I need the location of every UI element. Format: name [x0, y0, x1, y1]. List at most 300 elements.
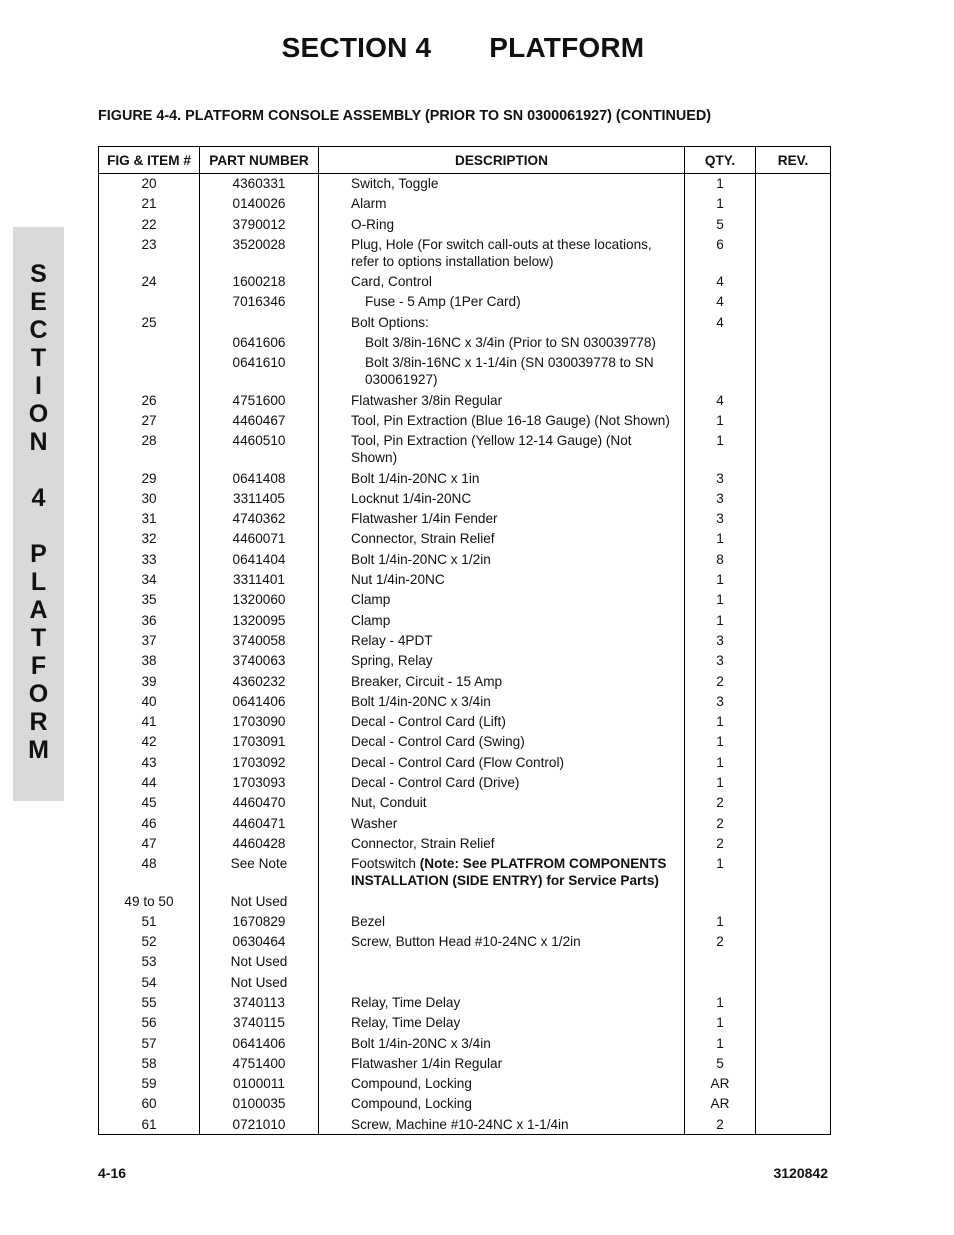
cell-description — [319, 1012, 685, 1032]
cell-revision — [756, 332, 831, 352]
cell-quantity — [685, 891, 756, 911]
cell-revision — [756, 410, 831, 430]
side-tab-letter: E — [30, 288, 47, 316]
table-row — [99, 312, 831, 332]
cell-description — [319, 650, 685, 670]
cell-part-number: 4751600 — [200, 390, 319, 410]
cell-item-number: 23 — [99, 234, 200, 271]
cell-quantity: 1 — [685, 853, 756, 890]
table-header-row — [99, 147, 831, 174]
table-row — [99, 671, 831, 691]
cell-description — [319, 772, 685, 792]
cell-item-number: 44 — [99, 772, 200, 792]
table-row — [99, 1093, 831, 1113]
cell-revision — [756, 589, 831, 609]
cell-description — [319, 731, 685, 751]
cell-description — [319, 390, 685, 410]
cell-description — [319, 468, 685, 488]
cell-quantity: 1 — [685, 193, 756, 213]
cell-part-number: 3311405 — [200, 488, 319, 508]
cell-item-number: 39 — [99, 671, 200, 691]
description-text: Bolt 3/8in-16NC x 1-1/4in (SN 030039778 to SN 030061927) — [365, 355, 654, 388]
cell-item-number: 26 — [99, 390, 200, 410]
description-text: Spring, Relay — [351, 653, 433, 669]
cell-part-number: 4360232 — [200, 671, 319, 691]
cell-revision — [756, 630, 831, 650]
cell-revision — [756, 390, 831, 410]
side-tab-letter: S — [30, 260, 47, 288]
cell-item-number: 21 — [99, 193, 200, 213]
cell-description — [319, 1053, 685, 1073]
cell-quantity: 3 — [685, 468, 756, 488]
cell-quantity: 1 — [685, 731, 756, 751]
cell-description — [319, 891, 685, 911]
table-row — [99, 691, 831, 711]
cell-description — [319, 1093, 685, 1113]
description-text: Clamp — [351, 592, 391, 608]
cell-item-number — [99, 291, 200, 311]
table-row — [99, 234, 831, 271]
description-text: Bolt 1/4in-20NC x 3/4in — [351, 693, 491, 709]
cell-quantity: AR — [685, 1073, 756, 1093]
table-row — [99, 813, 831, 833]
cell-description — [319, 291, 685, 311]
cell-description — [319, 992, 685, 1012]
cell-quantity: 6 — [685, 234, 756, 271]
cell-part-number: Not Used — [200, 951, 319, 971]
cell-quantity: 2 — [685, 813, 756, 833]
table-row — [99, 931, 831, 951]
cell-revision — [756, 1012, 831, 1032]
cell-revision — [756, 549, 831, 569]
table-row — [99, 731, 831, 751]
side-tab-letter: F — [30, 652, 47, 680]
cell-part-number: 3790012 — [200, 214, 319, 234]
table-row — [99, 792, 831, 812]
cell-description — [319, 589, 685, 609]
cell-revision — [756, 508, 831, 528]
description-text: Decal - Control Card (Lift) — [351, 714, 506, 730]
side-tab-letter: 4 — [31, 484, 46, 512]
cell-revision — [756, 271, 831, 291]
cell-item-number: 58 — [99, 1053, 200, 1073]
side-tab-letter: N — [29, 428, 48, 456]
table-row — [99, 549, 831, 569]
column-header-item: FIG & ITEM # — [99, 147, 200, 174]
cell-item-number: 51 — [99, 911, 200, 931]
cell-item-number: 60 — [99, 1093, 200, 1113]
cell-part-number: 0630464 — [200, 931, 319, 951]
cell-item-number: 24 — [99, 271, 200, 291]
cell-part-number: 1703092 — [200, 752, 319, 772]
cell-part-number: 1320095 — [200, 610, 319, 630]
cell-quantity: 1 — [685, 1012, 756, 1032]
side-tab-letter: O — [28, 400, 49, 428]
table-row — [99, 972, 831, 992]
column-header-qty: QTY. — [685, 147, 756, 174]
cell-item-number: 35 — [99, 589, 200, 609]
cell-quantity: 2 — [685, 931, 756, 951]
table-row — [99, 271, 831, 291]
cell-part-number: 1703093 — [200, 772, 319, 792]
page-number: 4-16 — [98, 1165, 127, 1181]
cell-part-number: 4460471 — [200, 813, 319, 833]
cell-item-number: 31 — [99, 508, 200, 528]
cell-quantity: 3 — [685, 508, 756, 528]
cell-item-number: 32 — [99, 528, 200, 548]
description-text: Flatwasher 1/4in Regular — [351, 1055, 503, 1071]
description-text: Tool, Pin Extraction (Yellow 12-14 Gauge) (Not Shown) — [351, 433, 632, 466]
table-row — [99, 174, 831, 194]
cell-item-number: 48 — [99, 853, 200, 890]
cell-description — [319, 1114, 685, 1135]
figure-title: FIGURE 4-4. PLATFORM CONSOLE ASSEMBLY (PRIOR TO SN 0300061927) (CONTINUED) — [98, 108, 712, 124]
description-text: Bezel — [351, 913, 386, 929]
description-text: Card, Control — [351, 274, 432, 290]
cell-revision — [756, 833, 831, 853]
side-tab-letter: L — [30, 568, 47, 596]
description-text: Bolt 1/4in-20NC x 3/4in — [351, 1035, 491, 1051]
cell-description — [319, 1073, 685, 1093]
cell-item-number: 28 — [99, 430, 200, 467]
cell-quantity: 5 — [685, 1053, 756, 1073]
cell-part-number: 1703090 — [200, 711, 319, 731]
description-text: Compound, Locking — [351, 1096, 472, 1112]
cell-description — [319, 332, 685, 352]
cell-revision — [756, 772, 831, 792]
cell-quantity: 1 — [685, 992, 756, 1012]
cell-quantity: 4 — [685, 390, 756, 410]
cell-item-number: 20 — [99, 174, 200, 194]
cell-revision — [756, 214, 831, 234]
cell-description — [319, 528, 685, 548]
cell-quantity: 1 — [685, 589, 756, 609]
cell-description — [319, 508, 685, 528]
cell-quantity: 4 — [685, 312, 756, 332]
cell-quantity: 1 — [685, 430, 756, 467]
cell-description — [319, 711, 685, 731]
cell-item-number: 56 — [99, 1012, 200, 1032]
table-row — [99, 193, 831, 213]
cell-description — [319, 630, 685, 650]
description-text: Flatwasher 3/8in Regular — [351, 392, 503, 408]
cell-quantity: 2 — [685, 833, 756, 853]
table-row — [99, 488, 831, 508]
table-row — [99, 610, 831, 630]
cell-part-number: 3740063 — [200, 650, 319, 670]
cell-revision — [756, 650, 831, 670]
cell-item-number: 33 — [99, 549, 200, 569]
cell-part-number: 4751400 — [200, 1053, 319, 1073]
cell-revision — [756, 291, 831, 311]
cell-quantity: 3 — [685, 488, 756, 508]
description-text: Screw, Machine #10-24NC x 1-1/4in — [351, 1116, 569, 1132]
table-row — [99, 911, 831, 931]
cell-quantity — [685, 352, 756, 389]
cell-revision — [756, 992, 831, 1012]
cell-description — [319, 174, 685, 194]
cell-quantity: 1 — [685, 410, 756, 430]
cell-item-number: 25 — [99, 312, 200, 332]
cell-description — [319, 951, 685, 971]
cell-quantity — [685, 951, 756, 971]
description-text: Bolt 1/4in-20NC x 1in — [351, 470, 480, 486]
cell-part-number — [200, 312, 319, 332]
cell-item-number: 45 — [99, 792, 200, 812]
cell-item-number: 57 — [99, 1033, 200, 1053]
cell-item-number: 34 — [99, 569, 200, 589]
table-row — [99, 752, 831, 772]
table-row — [99, 833, 831, 853]
parts-table-body — [99, 174, 831, 1135]
cell-description — [319, 488, 685, 508]
cell-item-number: 40 — [99, 691, 200, 711]
cell-item-number: 42 — [99, 731, 200, 751]
cell-description — [319, 430, 685, 467]
section-number: SECTION 4 — [281, 32, 432, 63]
column-header-description: DESCRIPTION — [319, 147, 685, 174]
cell-item-number: 46 — [99, 813, 200, 833]
section-side-tab — [13, 227, 64, 801]
description-text: Decal - Control Card (Drive) — [351, 775, 520, 791]
cell-part-number: 1670829 — [200, 911, 319, 931]
description-text: Connector, Strain Relief — [351, 835, 495, 851]
table-row — [99, 1053, 831, 1073]
table-row — [99, 711, 831, 731]
description-text: Relay, Time Delay — [351, 1015, 461, 1031]
cell-item-number: 30 — [99, 488, 200, 508]
cell-part-number: 4460470 — [200, 792, 319, 812]
cell-description — [319, 752, 685, 772]
cell-part-number: Not Used — [200, 972, 319, 992]
cell-item-number: 61 — [99, 1114, 200, 1135]
table-row — [99, 1033, 831, 1053]
table-row — [99, 772, 831, 792]
table-row — [99, 891, 831, 911]
cell-item-number: 36 — [99, 610, 200, 630]
cell-item-number: 59 — [99, 1073, 200, 1093]
cell-quantity: 2 — [685, 792, 756, 812]
cell-description — [319, 569, 685, 589]
table-row — [99, 951, 831, 971]
cell-revision — [756, 711, 831, 731]
cell-quantity: 1 — [685, 528, 756, 548]
cell-quantity: 2 — [685, 1114, 756, 1135]
cell-revision — [756, 610, 831, 630]
description-text: Decal - Control Card (Swing) — [351, 734, 525, 750]
cell-revision — [756, 352, 831, 389]
cell-description — [319, 853, 685, 890]
description-note: (Note: See PLATFROM COMPONENTS INSTALLATION (SIDE ENTRY) for Service Parts) — [351, 856, 667, 889]
table-row — [99, 214, 831, 234]
cell-quantity: 1 — [685, 911, 756, 931]
side-tab-letter: C — [29, 316, 48, 344]
description-text: Flatwasher 1/4in Fender — [351, 511, 498, 527]
side-tab-letter: T — [30, 344, 47, 372]
cell-part-number: 3740058 — [200, 630, 319, 650]
cell-quantity: 1 — [685, 569, 756, 589]
cell-description — [319, 813, 685, 833]
description-text: Relay - 4PDT — [351, 632, 433, 648]
cell-quantity: 4 — [685, 291, 756, 311]
table-row — [99, 528, 831, 548]
cell-part-number: Not Used — [200, 891, 319, 911]
description-text: Locknut 1/4in-20NC — [351, 490, 472, 506]
cell-revision — [756, 174, 831, 194]
side-tab-letter: P — [30, 540, 47, 568]
description-text: Connector, Strain Relief — [351, 531, 495, 547]
cell-description — [319, 931, 685, 951]
cell-part-number: 0721010 — [200, 1114, 319, 1135]
cell-revision — [756, 813, 831, 833]
description-text: Breaker, Circuit - 15 Amp — [351, 673, 503, 689]
table-row — [99, 1012, 831, 1032]
cell-quantity: AR — [685, 1093, 756, 1113]
table-row — [99, 1073, 831, 1093]
cell-quantity: 1 — [685, 610, 756, 630]
description-text: Plug, Hole (For switch call-outs at these locations, refer to options installation below) — [351, 236, 652, 269]
cell-revision — [756, 691, 831, 711]
side-tab-letter: R — [29, 708, 48, 736]
parts-table — [98, 146, 831, 1135]
cell-description — [319, 911, 685, 931]
cell-description — [319, 691, 685, 711]
description-text: Screw, Button Head #10-24NC x 1/2in — [351, 934, 581, 950]
cell-description — [319, 312, 685, 332]
cell-revision — [756, 1053, 831, 1073]
cell-revision — [756, 234, 831, 271]
cell-description — [319, 193, 685, 213]
cell-part-number: 3740113 — [200, 992, 319, 1012]
cell-description — [319, 671, 685, 691]
description-text: Relay, Time Delay — [351, 994, 461, 1010]
cell-quantity: 3 — [685, 650, 756, 670]
cell-quantity: 3 — [685, 630, 756, 650]
cell-revision — [756, 1073, 831, 1093]
table-row — [99, 569, 831, 589]
side-tab-letter: M — [28, 736, 49, 764]
cell-quantity: 1 — [685, 174, 756, 194]
side-tab-letter: A — [29, 596, 48, 624]
cell-item-number: 41 — [99, 711, 200, 731]
cell-part-number: 0641606 — [200, 332, 319, 352]
description-text: Alarm — [351, 196, 387, 212]
cell-quantity: 3 — [685, 691, 756, 711]
description-text: Switch, Toggle — [351, 176, 439, 191]
side-tab-letter: O — [28, 680, 49, 708]
table-row — [99, 410, 831, 430]
cell-revision — [756, 792, 831, 812]
cell-part-number: 0641406 — [200, 691, 319, 711]
description-text: Bolt 1/4in-20NC x 1/2in — [351, 551, 491, 567]
cell-revision — [756, 569, 831, 589]
cell-item-number: 49 to 50 — [99, 891, 200, 911]
description-text: Fuse - 5 Amp (1Per Card) — [365, 294, 521, 310]
cell-part-number: 0641610 — [200, 352, 319, 389]
column-header-rev: REV. — [756, 147, 831, 174]
cell-description — [319, 610, 685, 630]
cell-part-number: 7016346 — [200, 291, 319, 311]
section-title — [0, 32, 926, 64]
cell-part-number: 1320060 — [200, 589, 319, 609]
cell-item-number: 52 — [99, 931, 200, 951]
cell-part-number: 3520028 — [200, 234, 319, 271]
cell-item-number: 38 — [99, 650, 200, 670]
table-row — [99, 992, 831, 1012]
table-row — [99, 468, 831, 488]
cell-item-number — [99, 332, 200, 352]
cell-revision — [756, 488, 831, 508]
cell-revision — [756, 528, 831, 548]
cell-description — [319, 1033, 685, 1053]
table-row — [99, 630, 831, 650]
table-row — [99, 430, 831, 467]
cell-revision — [756, 1093, 831, 1113]
cell-description — [319, 214, 685, 234]
cell-description — [319, 234, 685, 271]
cell-revision — [756, 731, 831, 751]
table-row — [99, 508, 831, 528]
side-tab-letter: T — [30, 624, 47, 652]
cell-quantity: 4 — [685, 271, 756, 291]
cell-item-number: 22 — [99, 214, 200, 234]
cell-part-number: 3740115 — [200, 1012, 319, 1032]
description-text: Bolt Options: — [351, 314, 429, 330]
cell-item-number: 47 — [99, 833, 200, 853]
cell-revision — [756, 430, 831, 467]
cell-item-number: 43 — [99, 752, 200, 772]
table-row — [99, 332, 831, 352]
side-tab-letters — [13, 260, 64, 764]
description-text: Clamp — [351, 612, 391, 628]
cell-part-number: 4360331 — [200, 174, 319, 194]
cell-part-number: 0100035 — [200, 1093, 319, 1113]
cell-quantity — [685, 332, 756, 352]
table-row — [99, 853, 831, 890]
cell-revision — [756, 1114, 831, 1135]
cell-description — [319, 352, 685, 389]
cell-revision — [756, 891, 831, 911]
cell-revision — [756, 671, 831, 691]
description-text: Nut, Conduit — [351, 795, 427, 811]
cell-quantity: 8 — [685, 549, 756, 569]
cell-revision — [756, 972, 831, 992]
cell-item-number: 29 — [99, 468, 200, 488]
cell-description — [319, 271, 685, 291]
cell-item-number — [99, 352, 200, 389]
cell-item-number: 54 — [99, 972, 200, 992]
cell-quantity: 1 — [685, 772, 756, 792]
cell-part-number: 4460428 — [200, 833, 319, 853]
cell-revision — [756, 1033, 831, 1053]
table-row — [99, 1114, 831, 1135]
cell-revision — [756, 853, 831, 890]
cell-part-number: 0641406 — [200, 1033, 319, 1053]
description-text: Footswitch — [351, 856, 416, 872]
cell-revision — [756, 911, 831, 931]
cell-revision — [756, 951, 831, 971]
cell-revision — [756, 752, 831, 772]
cell-part-number: 0140026 — [200, 193, 319, 213]
table-row — [99, 291, 831, 311]
cell-part-number: 4460467 — [200, 410, 319, 430]
table-row — [99, 390, 831, 410]
cell-description — [319, 410, 685, 430]
cell-part-number: 3311401 — [200, 569, 319, 589]
description-text: Decal - Control Card (Flow Control) — [351, 754, 565, 770]
cell-description — [319, 549, 685, 569]
cell-part-number: 1600218 — [200, 271, 319, 291]
